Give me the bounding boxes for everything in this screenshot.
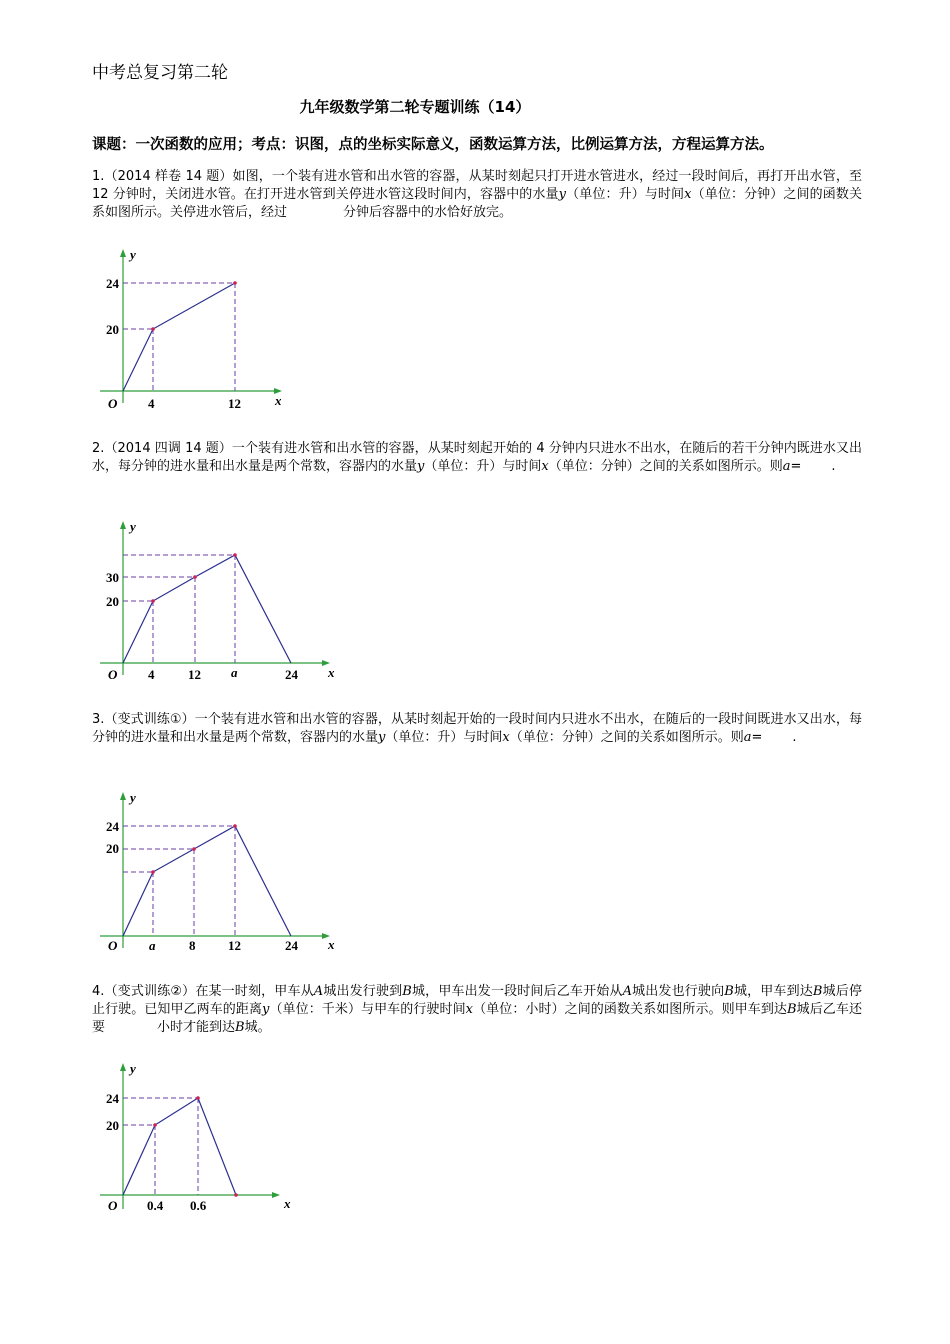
- y-axis-arrow: [120, 249, 126, 257]
- x-tick-label: 8: [189, 938, 196, 953]
- origin-label: O: [108, 938, 118, 953]
- data-point: [151, 870, 155, 874]
- lesson-subject: 课题：一次函数的应用；考点：识图，点的坐标实际意义，函数运算方法，比例运算方法，方程运算方法。: [92, 137, 774, 153]
- function-line: [123, 283, 235, 391]
- x-tick-label: 0.6: [190, 1198, 207, 1213]
- x-axis-label: x: [328, 665, 335, 680]
- data-point: [151, 599, 155, 603]
- data-point: [233, 281, 237, 285]
- data-point: [196, 1096, 200, 1100]
- y-tick-label: 24: [106, 276, 119, 291]
- problem-2-graph: [92, 517, 342, 687]
- data-point: [193, 575, 197, 579]
- x-axis-label: x: [284, 1196, 291, 1211]
- x-tick-label: 4: [148, 396, 155, 411]
- y-tick-label: 24: [106, 819, 119, 834]
- y-axis-label: y: [130, 519, 136, 534]
- y-tick-label: 20: [106, 322, 119, 337]
- problem-1-graph: [92, 245, 292, 415]
- x-tick-label: 24: [285, 938, 298, 953]
- function-line: [123, 555, 291, 663]
- y-axis-label: y: [130, 1061, 136, 1076]
- x-axis-label: x: [328, 937, 335, 952]
- page-header: 中考总复习第二轮: [92, 63, 228, 83]
- x-axis-arrow: [272, 1192, 280, 1198]
- y-tick-label: 24: [106, 1091, 119, 1106]
- x-tick-label: 0.4: [147, 1198, 164, 1213]
- y-axis-arrow: [120, 792, 126, 800]
- y-axis-arrow: [120, 1063, 126, 1071]
- y-tick-label: 20: [106, 594, 119, 609]
- origin-label: O: [108, 1198, 118, 1213]
- x-tick-label: 4: [148, 667, 155, 682]
- y-axis-label: y: [130, 247, 136, 262]
- origin-label: O: [108, 667, 118, 682]
- x-tick-label: 12: [188, 667, 201, 682]
- problem-4-graph: [92, 1059, 302, 1229]
- x-tick-label: a: [231, 665, 238, 680]
- y-axis-label: y: [130, 790, 136, 805]
- y-axis-arrow: [120, 521, 126, 529]
- data-point: [233, 824, 237, 828]
- problem-4-text: 4.（变式训练②）在某一时刻，甲车从A城出发行驶到B城，甲车出发一段时间后乙车开始从A城出发也行驶向B城，甲车到达B城后停止行驶。已知甲乙两车的距离y（单位：千米）与甲车的行驶时间x（单位：小时）之间的函数关系如图所示。则甲车到达B城后乙车还要 小时才能到达B城。: [92, 984, 862, 1035]
- y-tick-label: 20: [106, 1118, 119, 1133]
- y-tick-label: 20: [106, 841, 119, 856]
- problem-2-text: 2.（2014 四调 14 题）一个装有进水管和出水管的容器，从某时刻起开始的 4 分钟内只进水不出水，在随后的若干分钟内既进水又出水，每分钟的进水量和出水量是两个常数，容器内的水量y（单位：升）与时间x（单位：分钟）之间的关系如图所示。则a= .: [92, 441, 862, 474]
- x-tick-label: 12: [228, 396, 241, 411]
- data-point: [192, 847, 196, 851]
- data-point: [153, 1123, 157, 1127]
- problem-1-text: 1.（2014 样卷 14 题）如图，一个装有进水管和出水管的容器，从某时刻起只打开进水管进水，经过一段时间后，再打开出水管，至 12 分钟时，关闭进水管。在打开进水管到关停进水管这段时间内，容器中的水量y（单位：升）与时间x（单位：分钟）之间的函数关系如图所示。关停进水管后，经过 分钟后容器中的水恰好放完。: [92, 169, 862, 220]
- data-point: [234, 1193, 238, 1197]
- x-axis-label: x: [275, 393, 282, 408]
- page-title: 九年级数学第二轮专题训练（14）: [299, 98, 531, 116]
- problem-3-text: 3.（变式训练①）一个装有进水管和出水管的容器，从某时刻起开始的一段时间内只进水不出水，在随后的一段时间既进水又出水，每分钟的进水量和出水量是两个常数，容器内的水量y（单位：升）与时间x（单位：分钟）之间的关系如图所示。则a= .: [92, 712, 862, 745]
- x-tick-label: 24: [285, 667, 298, 682]
- data-point: [233, 553, 237, 557]
- problem-3-graph: [92, 788, 342, 958]
- data-point: [151, 327, 155, 331]
- y-tick-label: 30: [106, 570, 119, 585]
- function-line: [123, 1098, 236, 1195]
- function-line: [123, 826, 291, 936]
- x-tick-label: a: [149, 938, 156, 953]
- origin-label: O: [108, 396, 118, 411]
- x-tick-label: 12: [228, 938, 241, 953]
